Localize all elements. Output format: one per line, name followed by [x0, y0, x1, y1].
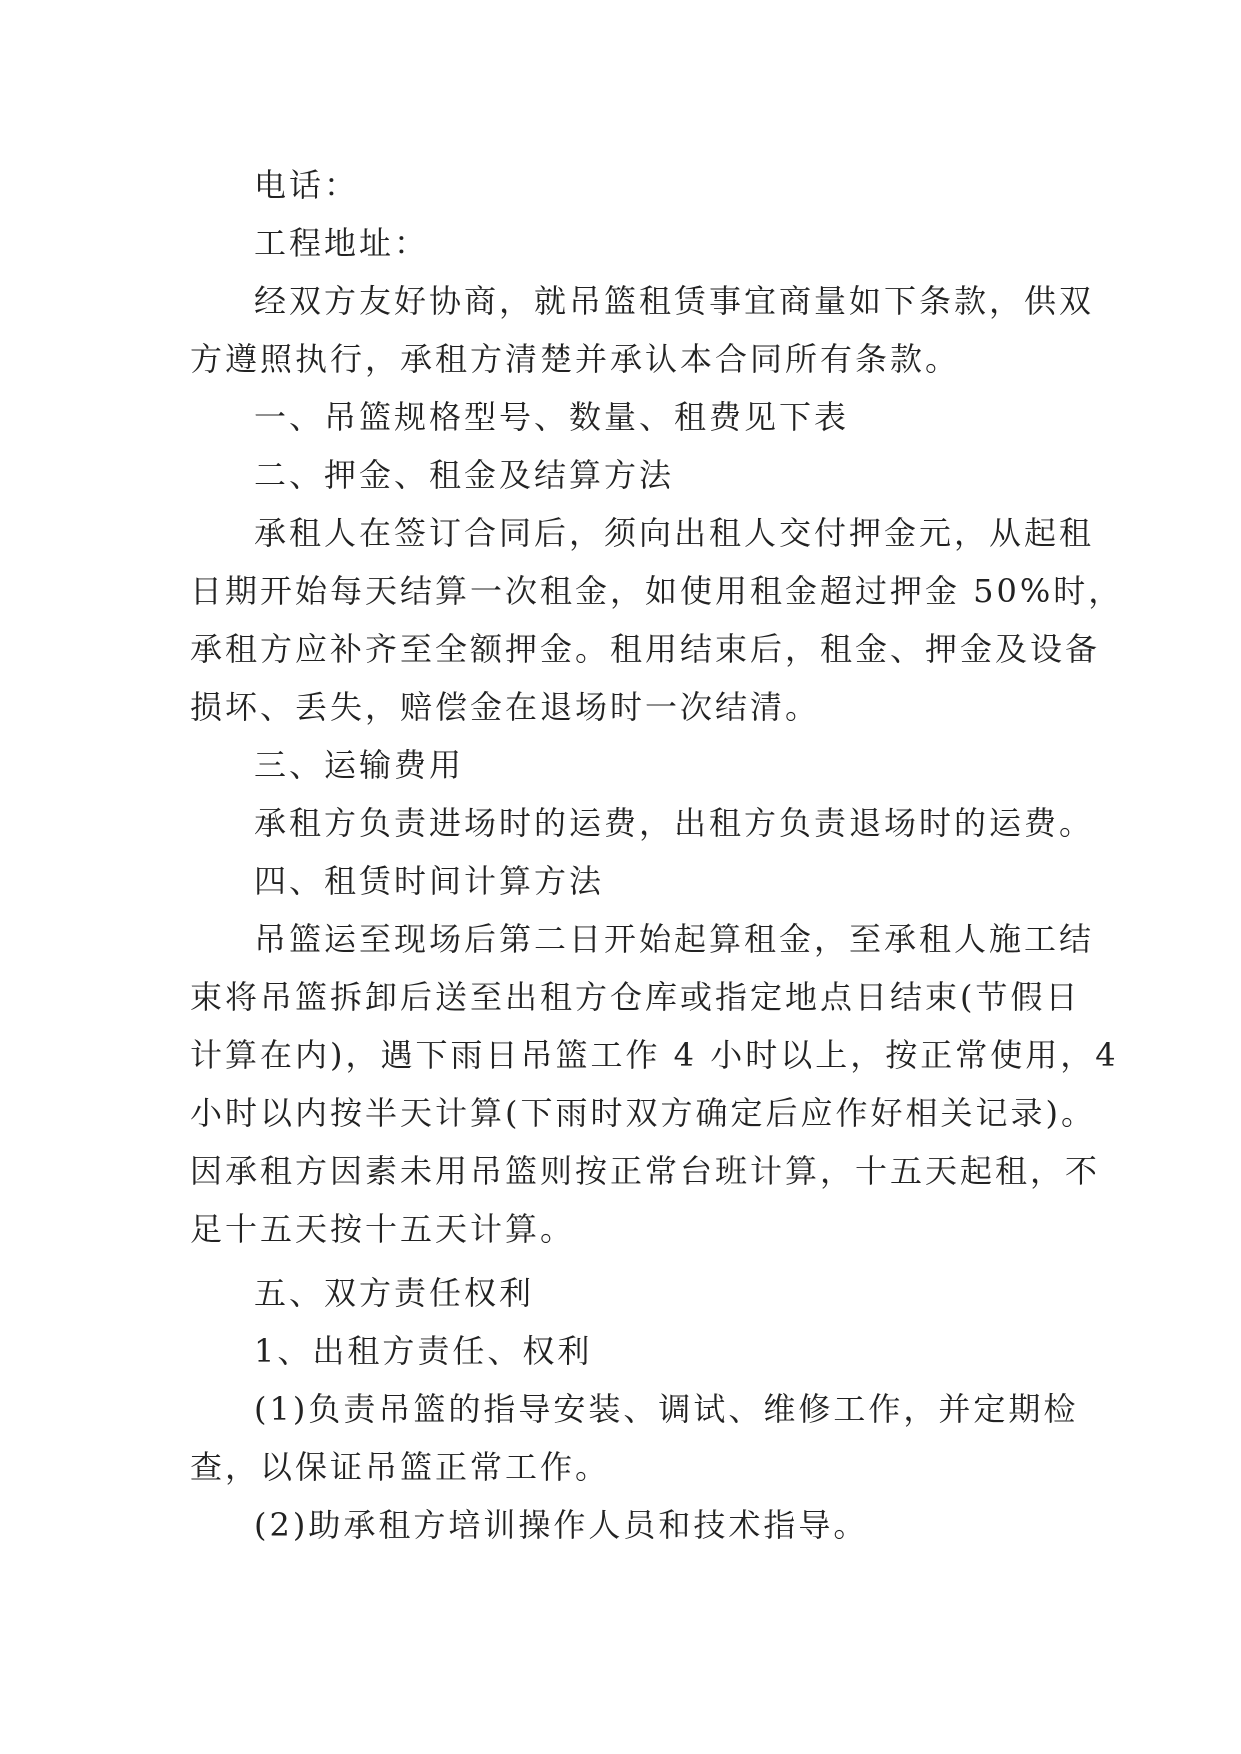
list-item-line: 查，以保证吊篮正常工作。 — [190, 1448, 611, 1486]
intro-paragraph-line: 经双方友好协商，就吊篮租赁事宜商量如下条款，供双 — [254, 282, 1095, 320]
transport-paragraph-line: 承租方负责进场时的运费，出租方负责退场时的运费。 — [254, 804, 1095, 842]
rental-time-paragraph-line: 因承租方因素未用吊篮则按正常台班计算，十五天起租，不 — [190, 1152, 1101, 1190]
section-heading: 四、租赁时间计算方法 — [254, 862, 605, 900]
rental-time-paragraph-line: 束将吊篮拆卸后送至出租方仓库或指定地点日结束(节假日 — [190, 978, 1081, 1016]
list-item-line: (1)负责吊篮的指导安装、调试、维修工作，并定期检 — [254, 1390, 1079, 1428]
section-heading: 三、运输费用 — [254, 746, 465, 784]
rental-time-paragraph-line: 吊篮运至现场后第二日开始起算租金，至承租人施工结 — [254, 920, 1095, 958]
section-heading: 一、吊篮规格型号、数量、租费见下表 — [254, 398, 850, 436]
phone-label: 电话： — [254, 166, 360, 204]
subsection-heading: 1、出租方责任、权利 — [254, 1332, 593, 1370]
document-page — [190, 156, 1124, 1554]
deposit-paragraph-line: 日期开始每天结算一次租金，如使用租金超过押金 50%时， — [190, 572, 1124, 610]
section-heading: 二、押金、租金及结算方法 — [254, 456, 675, 494]
deposit-paragraph-line: 承租人在签订合同后，须向出租人交付押金元，从起租 — [254, 514, 1095, 552]
rental-time-paragraph-line: 计算在内)，遇下雨日吊篮工作 4 小时以上，按正常使用，4 — [190, 1036, 1119, 1074]
section-heading: 五、双方责任权利 — [254, 1274, 535, 1312]
rental-time-paragraph-line: 足十五天按十五天计算。 — [190, 1210, 576, 1248]
rental-time-paragraph-line: 小时以内按半天计算(下雨时双方确定后应作好相关记录)。 — [190, 1094, 1096, 1132]
intro-paragraph-line: 方遵照执行，承租方清楚并承认本合同所有条款。 — [190, 340, 961, 378]
project-address-label: 工程地址： — [254, 224, 430, 262]
deposit-paragraph-line: 损坏、丢失，赔偿金在退场时一次结清。 — [190, 688, 821, 726]
deposit-paragraph-line: 承租方应补齐至全额押金。租用结束后，租金、押金及设备 — [190, 630, 1101, 668]
list-item-line: (2)助承租方培训操作人员和技术指导。 — [254, 1506, 869, 1544]
